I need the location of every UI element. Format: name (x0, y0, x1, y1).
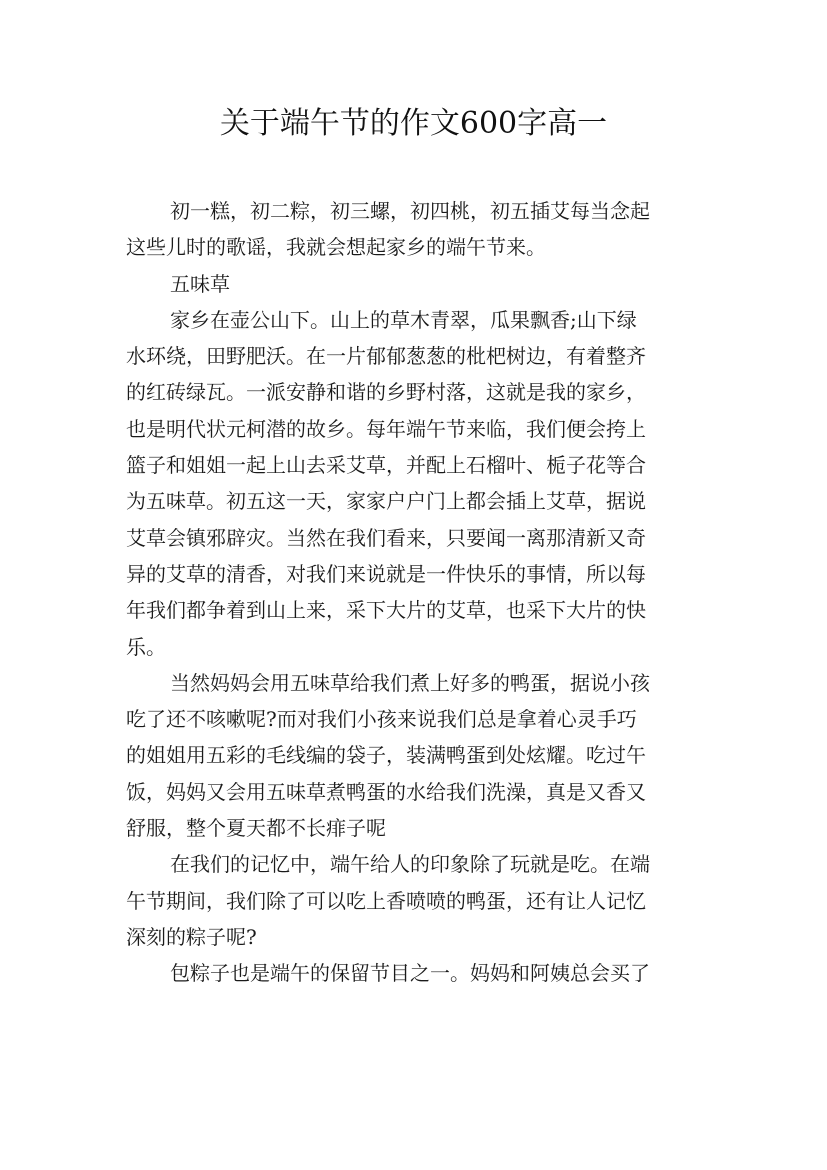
text-line: 这些儿时的歌谣，我就会想起家乡的端午节来。 (126, 235, 546, 260)
document-body (126, 193, 711, 992)
text-line: 水环绕，田野肥沃。在一片郁郁葱葱的枇杷树边，有着整齐 (126, 344, 646, 369)
text-line: 篮子和姐姐一起上山去采艾草，并配上石榴叶、栀子花等合 (126, 453, 646, 478)
text-line: 的姐姐用五彩的毛线编的袋子，装满鸭蛋到处炫耀。吃过午 (126, 743, 646, 768)
text-line: 年我们都争着到山上来，采下大片的艾草，也采下大片的快 (126, 598, 646, 623)
text-line: 的红砖绿瓦。一派安静和谐的乡野村落，这就是我的家乡， (126, 380, 646, 405)
text-line: 为五味草。初五这一天，家家户户门上都会插上艾草，据说 (126, 489, 646, 514)
text-line: 也是明代状元柯潜的故乡。每年端午节来临，我们便会挎上 (126, 416, 646, 441)
text-line: 舒服，整个夏天都不长痱子呢 (126, 816, 386, 841)
text-line: 饭，妈妈又会用五味草煮鸭蛋的水给我们洗澡，真是又香又 (126, 779, 646, 804)
text-line: 包粽子也是端午的保留节目之一。妈妈和阿姨总会买了 (170, 961, 650, 986)
text-line: 深刻的粽子呢? (126, 924, 257, 949)
text-line: 午节期间，我们除了可以吃上香喷喷的鸭蛋，还有让人记忆 (126, 888, 646, 913)
text-line: 当然妈妈会用五味草给我们煮上好多的鸭蛋，据说小孩 (170, 670, 650, 695)
text-line: 五味草 (170, 271, 230, 296)
text-line: 艾草会镇邪辟灾。当然在我们看来，只要闻一离那清新又奇 (126, 525, 646, 550)
text-line: 家乡在壶公山下。山上的草木青翠，瓜果飘香;山下绿 (170, 307, 637, 332)
text-line: 吃了还不咳嗽呢?而对我们小孩来说我们总是拿着心灵手巧 (126, 707, 637, 732)
text-line: 乐。 (126, 634, 166, 659)
text-line: 异的艾草的清香，对我们来说就是一件快乐的事情，所以每 (126, 561, 646, 586)
document-title: 关于端午节的作文600字高一 (219, 106, 608, 141)
text-line: 初一糕，初二粽，初三螺，初四桃，初五插艾每当念起 (170, 199, 650, 223)
text-line: 在我们的记忆中，端午给人的印象除了玩就是吃。在端 (170, 852, 650, 877)
